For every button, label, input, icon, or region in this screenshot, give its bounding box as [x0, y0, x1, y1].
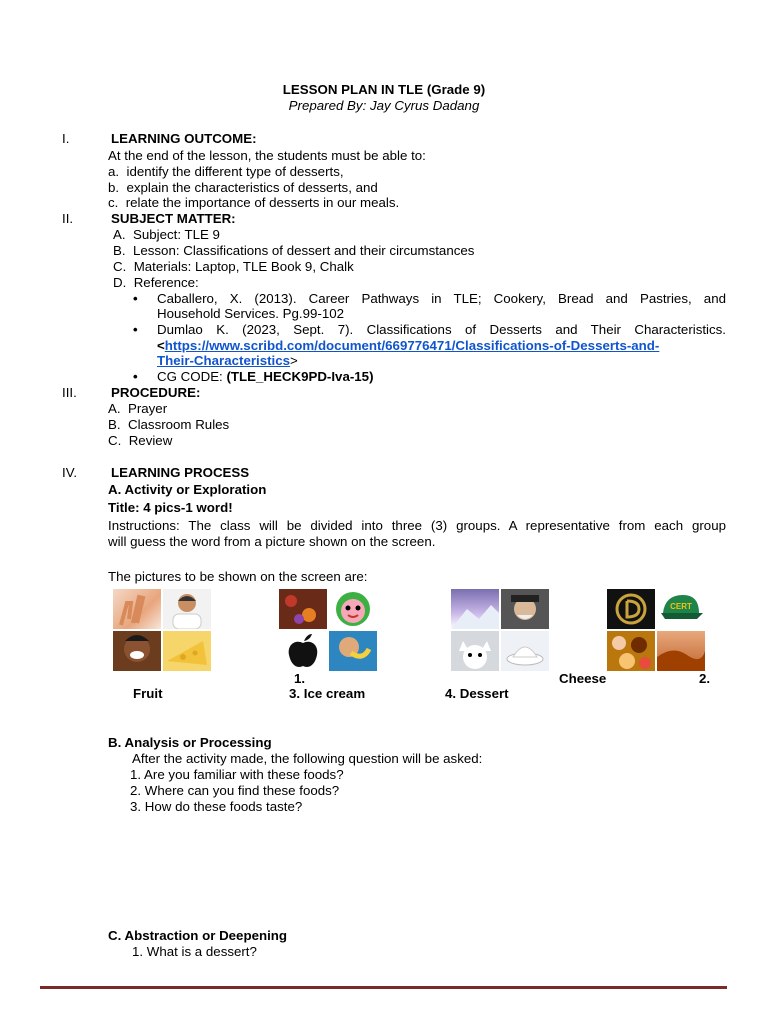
- laughing-man-image: [113, 631, 161, 671]
- instructions-line2: will guess the word from a picture shown on the screen.: [108, 534, 436, 549]
- answer-label: 1.: [294, 671, 306, 686]
- pastries-image: [607, 631, 655, 671]
- cert-cap-image: [657, 589, 705, 629]
- procedure-item: B. Classroom Rules: [108, 417, 230, 432]
- section-number: III.: [62, 385, 77, 400]
- reference-link[interactable]: https://www.scribd.com/document/669776471/Classifications-of-Desserts-and-: [164, 338, 660, 353]
- analysis-question: 1. Are you familiar with these foods?: [130, 767, 344, 782]
- picture-set-dessert: [607, 589, 705, 671]
- page-title: LESSON PLAN IN TLE (Grade 9): [282, 82, 486, 97]
- outcome-item: b. explain the characteristics of desserts, and: [108, 180, 378, 195]
- subject-item: C. Materials: Laptop, TLE Book 9, Chalk: [113, 259, 354, 274]
- reference-2-link-line2: Their-Characteristics>: [157, 353, 298, 368]
- activity-title: Title: 4 pics-1 word!: [108, 500, 233, 515]
- outcome-item: c. relate the importance of desserts in our meals.: [108, 195, 400, 210]
- abstraction-heading: C. Abstraction or Deepening: [108, 928, 288, 943]
- section-number: II.: [62, 211, 74, 226]
- reference-2-link-line1: <https://www.scribd.com/document/669776471/Classifications-of-Desserts-and-: [157, 338, 660, 353]
- section-heading-subject: SUBJECT MATTER:: [111, 211, 236, 226]
- desert-dunes-image: [657, 631, 705, 671]
- analysis-question: 3. How do these foods taste?: [130, 799, 303, 814]
- picture-set-ice-cream: [451, 589, 549, 671]
- cg-code: • CG CODE: (TLE_HECK9PD-Iva-15): [157, 369, 374, 385]
- procedure-item: A. Prayer: [108, 401, 168, 416]
- answer-label: Fruit: [133, 686, 163, 701]
- old-man-image: [501, 589, 549, 629]
- cat-image: [451, 631, 499, 671]
- banana-eater-image: [329, 631, 377, 671]
- answer-label: 4. Dessert: [445, 686, 509, 701]
- answer-label: 3. Ice cream: [289, 686, 366, 701]
- subject-item: D. Reference:: [113, 275, 199, 290]
- man-portrait-image: [163, 589, 211, 629]
- outcome-item: a. identify the different type of desserts,: [108, 164, 344, 179]
- snow-landscape-image: [451, 589, 499, 629]
- outcome-intro: At the end of the lesson, the students must be able to:: [108, 148, 426, 163]
- gold-logo-image: [607, 589, 655, 629]
- reference-1-line1: • Caballero, X. (2013). Career Pathways in TLE; Cookery, Bread and Pastries, and: [157, 291, 726, 307]
- reference-2-line1: • Dumlao K. (2023, Sept. 7). Classifications of Desserts and Their Characteristics.: [157, 322, 726, 338]
- subject-item: B. Lesson: Classifications of dessert and their circumstances: [113, 243, 475, 258]
- procedure-item: C. Review: [108, 433, 173, 448]
- watermelon-character-image: [329, 589, 377, 629]
- fruits-image: [279, 589, 327, 629]
- instructions-line1: Instructions: The class will be divided into three (3) groups. A representative from each group: [108, 518, 726, 533]
- cheese-image: [163, 631, 211, 671]
- section-heading-procedure: PROCEDURE:: [111, 385, 201, 400]
- activity-heading: A. Activity or Exploration: [108, 482, 267, 497]
- apple-logo-image: [279, 631, 327, 671]
- section-number: IV.: [62, 465, 78, 480]
- analysis-question: 2. Where can you find these foods?: [130, 783, 340, 798]
- abstraction-item: 1. What is a dessert?: [132, 944, 257, 959]
- section-number: I.: [62, 131, 70, 146]
- analysis-heading: B. Analysis or Processing: [108, 735, 272, 750]
- footer-rule: [40, 986, 727, 989]
- section-heading-outcome: LEARNING OUTCOME:: [111, 131, 257, 146]
- cream-bowl-image: [501, 631, 549, 671]
- picture-set-cheese: [113, 589, 211, 671]
- cert-cap-text: CERT: [670, 602, 692, 611]
- answer-label: 2.: [699, 671, 711, 686]
- section-heading-process: LEARNING PROCESS: [111, 465, 250, 480]
- subject-item: A. Subject: TLE 9: [113, 227, 220, 242]
- pictures-intro: The pictures to be shown on the screen are:: [108, 569, 368, 584]
- analysis-intro: After the activity made, the following question will be asked:: [132, 751, 483, 766]
- reference-link-cont[interactable]: Their-Characteristics: [157, 353, 291, 368]
- reference-1-line2: Household Services. Pg.99-102: [157, 306, 345, 321]
- hand-gesture-image: [113, 589, 161, 629]
- answer-label: Cheese: [559, 671, 607, 686]
- prepared-by: Prepared By: Jay Cyrus Dadang: [288, 98, 480, 113]
- picture-set-fruit: [279, 589, 377, 671]
